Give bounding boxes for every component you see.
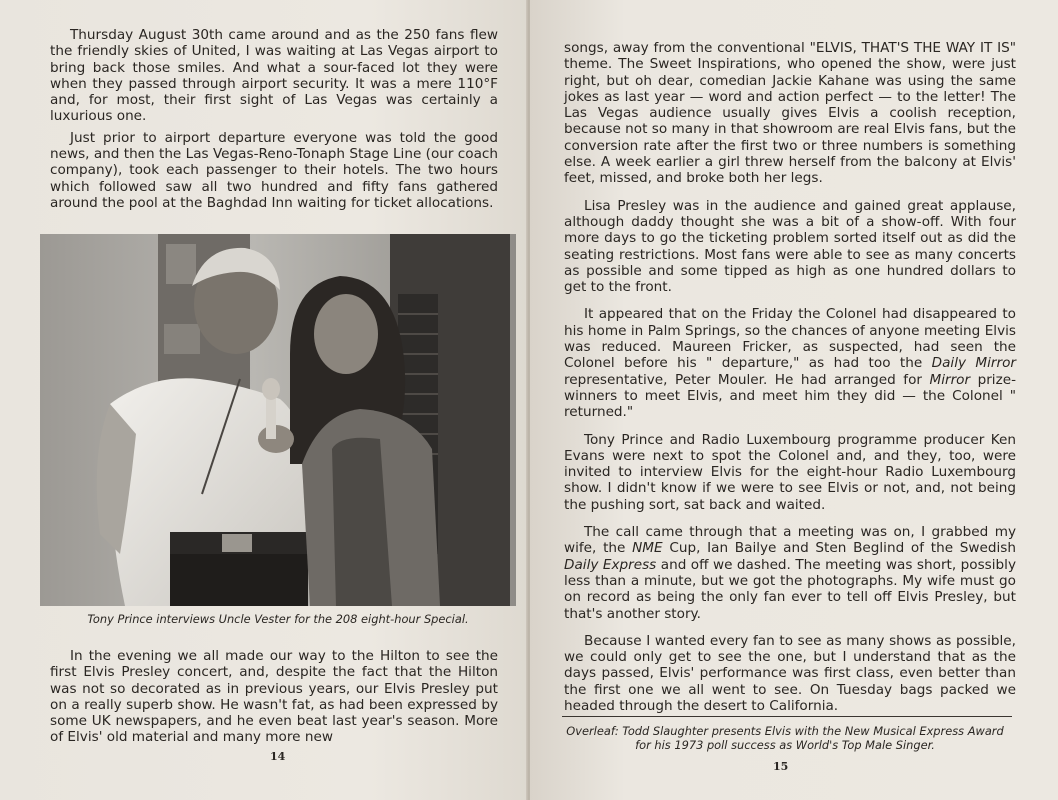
colonel-text-c: prize-winners to meet Elvis, and meet him they did — the Colonel " returned.": [564, 371, 1016, 421]
paragraph-airport: Thursday August 30th came around and as the 250 fans flew the friendly skies of United, I was waiting at Las Vegas airport to bring back those smiles. And what a sour-faced lot they were when they passed through airport security. It was a mere 110°F and, for most, their first sight of Las Vegas was certainly a luxurious one.: [50, 27, 498, 125]
paragraph-concert: In the evening we all made our way to the Hilton to see the first Elvis Presley concert, and, despite the fact that the Hilton was not so decorated as in previous years, our Elvis Presley put on a really superb show. He wasn't fat, as had been expressed by some UK newspapers, and he even beat last year's season. More of Elvis' old material and many more new: [50, 648, 498, 746]
colonel-text-b: representative, Peter Mouler. He had arranged for: [564, 371, 930, 388]
photo-caption: Tony Prince interviews Uncle Vester for the 208 eight-hour Special.: [87, 612, 469, 626]
daily-express-italic: Daily Express: [564, 556, 657, 573]
daily-mirror-italic: Daily Mirror: [931, 355, 1016, 372]
paragraph-show: songs, away from the conventional "ELVIS, THAT'S THE WAY IT IS" theme. The Sweet Inspirations, who opened the show, were just right, but oh dear, comedian Jackie Kahane was using the same jokes as last year — word and action perfect — to the letter! The Las Vegas audience usually gives Elvis a coolish reception, because not so many in that showroom are real Elvis fans, but the conversion rate after the first two or three numbers is something else. A week earlier a girl threw herself from the balcony at Elvis' feet, missed, and broke both her legs.: [564, 40, 1016, 187]
meeting-text-a: The call came through that a meeting was on, I grabbed my wife, the: [564, 524, 1016, 557]
paragraph-departure: Just prior to airport departure everyone was told the good news, and then the Las Vegas-Reno-Tonaph Stage Line (our coach company), took each passenger to their hotels. The two hours which followed saw all two hundred and fifty fans gathered around the pool at the Baghdad Inn waiting for ticket allocations.: [50, 129, 498, 211]
paragraph-colonel: [564, 306, 1016, 420]
paragraph-lisa-presley: Lisa Presley was in the audience and gained great applause, although daddy thought she was a bit of a show-off. With four more days to go the ticketing problem sorted itself out as did the seating restrictions. Most fans were able to see as many concerts as possible and some tipped as high as one hundred dollars to get to the front.: [564, 197, 1016, 296]
concert-text-column: [50, 648, 498, 746]
nme-italic: NME: [632, 540, 663, 557]
page-15: [530, 0, 1058, 800]
page-number-14: 14: [270, 750, 286, 763]
paragraph-california: Because I wanted every fan to see as many shows as possible, we could only get to see the one, but I understand that as the days passed, Elvis' performance was first class, even better than the first one we all went to see. On Tuesday bags packed we headed through the desert to California.: [564, 632, 1016, 714]
paragraph-radio-luxembourg: Tony Prince and Radio Luxembourg programme producer Ken Evans were next to spot the Colonel and, and they, too, were invited to interview Elvis for the eight-hour Radio Luxembourg show. I didn't know if we were to see Elvis or not, and, not being the pushing sort, sat back and waited.: [564, 431, 1016, 513]
overleaf-note: Overleaf: Todd Slaughter presents Elvis with the New Musical Express Award for his 1973 poll success as World's Top Male Singer.: [566, 724, 1004, 752]
intro-text-column: [50, 27, 498, 211]
paragraph-meeting: [564, 524, 1016, 622]
meeting-text-b: Cup, Ian Bailye and Sten Beglind of the Swedish: [662, 540, 1016, 557]
colonel-text-a: It appeared that on the Friday the Colonel had disappeared to his home in Palm Springs, so the chances of anyone meeting Elvis was reduced. Maureen Fricker, as suspected, had seen the Colonel before his " departure," as had too the: [564, 306, 1016, 372]
interview-photo: [40, 234, 516, 606]
mirror-italic: Mirror: [929, 371, 971, 388]
right-text-column: [564, 40, 1016, 714]
meeting-text-c: and off we dashed. The meeting was short, possibly less than a minute, but we got the photographs. My wife must go on record as being the only fan ever to tell off Elvis Presley, but that's another story.: [564, 556, 1016, 622]
page-number-15: 15: [773, 760, 789, 773]
overleaf-divider: [562, 716, 1012, 717]
page-14: [0, 0, 528, 800]
